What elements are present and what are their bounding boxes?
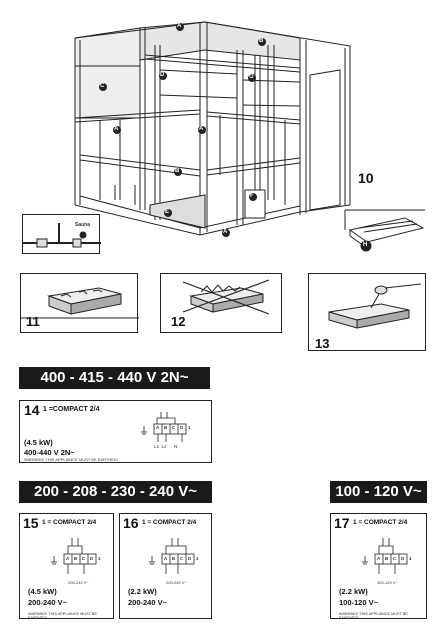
label-c: C (100, 83, 105, 89)
box-14-voltage: 400-440 V 2N~ (24, 448, 75, 457)
label-a-bottom: A (223, 229, 228, 235)
label-d: D (160, 72, 165, 78)
box-17-voltage: 100-120 V~ (339, 598, 378, 607)
box-16-voltage: 200-240 V~ (128, 598, 167, 607)
step-number-11: 11 (26, 314, 40, 329)
step-12-panel (160, 273, 282, 333)
box-17-sub: 100-120 V~ (377, 580, 398, 585)
step-number-13: 13 (315, 336, 330, 351)
figure-number-10: 10 (358, 170, 374, 186)
box-15-term-a: A (66, 556, 70, 561)
box-15-term-d: D (90, 556, 94, 561)
step-11-panel (20, 273, 138, 333)
box-16-number: 16 (123, 515, 139, 531)
box-17-compact: 1 = COMPACT 2/4 (353, 519, 408, 526)
box-15-sub: 200-240 V~ (68, 580, 89, 585)
box-17-term-a: A (377, 556, 381, 561)
box-15-term-1: 1 (98, 556, 101, 561)
box-17-term-d: D (401, 556, 405, 561)
box-16-sub: 200-240 V~ (166, 580, 187, 585)
label-a-top: A (177, 23, 182, 29)
box-14-number: 14 (24, 402, 40, 418)
box-14-term-d: D (180, 425, 184, 430)
box-14-warning: WARNING! THIS APPLIANCE MUST BE EARTHED! (24, 457, 118, 462)
box-14-compact: 1 =COMPACT 2/4 (43, 406, 100, 413)
inset-bench-detail (345, 210, 425, 258)
label-e: E (165, 209, 170, 215)
box-17-power: (2.2 kW) (339, 587, 368, 596)
voltage-banner-200: 200 - 208 - 230 - 240 V~ (19, 481, 212, 503)
sauna-label: Sauna (75, 222, 91, 228)
box-16-term-d: D (188, 556, 192, 561)
label-b-mid: B (175, 168, 180, 174)
inset-cable-detail (22, 214, 100, 254)
voltage-banner-400: 400 - 415 - 440 V 2N~ (19, 367, 210, 389)
box-17-warning: WARNING! THIS APPLIANCE MUST BE EARTHED! (339, 612, 408, 620)
wiring-box-16 (119, 513, 212, 619)
wiring-box-14 (19, 400, 212, 463)
box-17-term-1: 1 (409, 556, 412, 561)
box-16-compact: 1 = COMPACT 2/4 (142, 519, 197, 526)
box-16-term-a: A (164, 556, 168, 561)
step-number-12: 12 (171, 314, 186, 329)
label-f: F (250, 193, 254, 199)
box-14-term-c: C (172, 425, 176, 430)
label-a-center: A (199, 126, 204, 132)
box-15-term-c: C (82, 556, 86, 561)
box-17-term-b: B (385, 556, 389, 561)
box-16-term-c: C (180, 556, 184, 561)
box-14-lines: L1 L2 N (154, 444, 178, 449)
label-h: H (363, 242, 368, 248)
box-15-voltage: 200-240 V~ (28, 598, 67, 607)
box-16-power: (2.2 kW) (128, 587, 157, 596)
wiring-box-15 (19, 513, 114, 619)
box-14-term-b: B (164, 425, 168, 430)
label-b-top: B (259, 38, 264, 44)
box-14-term-a: A (156, 425, 160, 430)
box-15-compact: 1 = COMPACT 2/4 (42, 519, 97, 526)
step-13-panel (308, 273, 426, 351)
box-17-term-c: C (393, 556, 397, 561)
voltage-banner-100: 100 - 120 V~ (330, 481, 427, 503)
box-15-number: 15 (23, 515, 39, 531)
label-g: G (249, 74, 254, 80)
box-14-term-1: 1 (188, 425, 191, 430)
wiring-box-17 (330, 513, 427, 619)
box-14-power: (4.5 kW) (24, 438, 53, 447)
box-17-number: 17 (334, 515, 350, 531)
box-15-term-b: B (74, 556, 78, 561)
label-a-left: A (114, 126, 119, 132)
box-16-term-b: B (172, 556, 176, 561)
box-15-power: (4.5 kW) (28, 587, 57, 596)
box-15-warning: WARNING! THIS APPLIANCE MUST BE EARTHED! (28, 612, 97, 620)
box-16-term-1: 1 (196, 556, 199, 561)
